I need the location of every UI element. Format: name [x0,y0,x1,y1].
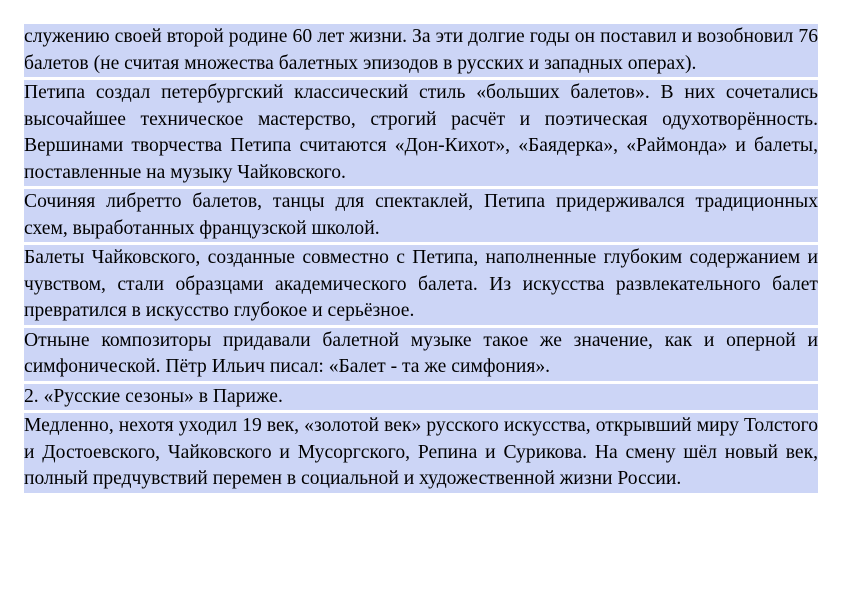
paragraph-petipa-style: Петипа создал петербургский классический стиль «больших балетов». В них сочетались высочайшее техническое мастерство, строгий расчёт и поэтическая одухотворённость. Вершинами творчества Петипа считаются «Дон-Кихот», «Баядерка», «Раймонда» и балеты, поставленные на музыку Чайковского. [24,80,818,186]
text-block [24,24,818,558]
paragraph-petipa-service: служению своей второй родине 60 лет жизни. За эти долгие годы он поставил и возобновил 76 балетов (не считая множества балетных эпизодов в русских и западных операх). [24,24,818,77]
paragraph-libretto: Сочиняя либретто балетов, танцы для спектаклей, Петипа придерживался традиционных схем, выработанных французской школой. [24,189,818,242]
paragraph-new-century: Медленно, нехотя уходил 19 век, «золотой век» русского искусства, открывший миру Толстого и Достоевского, Чайковского и Мусоргского, Репина и Сурикова. На смену шёл новый век, полный предчувствий перемен в социальной и художественной жизни России. [24,413,818,493]
paragraph-tchaikovsky-ballets: Балеты Чайковского, созданные совместно с Петипа, наполненные глубоким содержанием и чувством, стали образцами академического балета. Из искусства развлекательного балет превратился в искусство глубокое и серьёзное. [24,245,818,325]
section-heading-russian-seasons: 2. «Русские сезоны» в Париже. [24,384,818,411]
paragraph-composers: Отныне композиторы придавали балетной музыке такое же значение, как и оперной и симфонической. Пётр Ильич писал: «Балет - та же симфония». [24,328,818,381]
